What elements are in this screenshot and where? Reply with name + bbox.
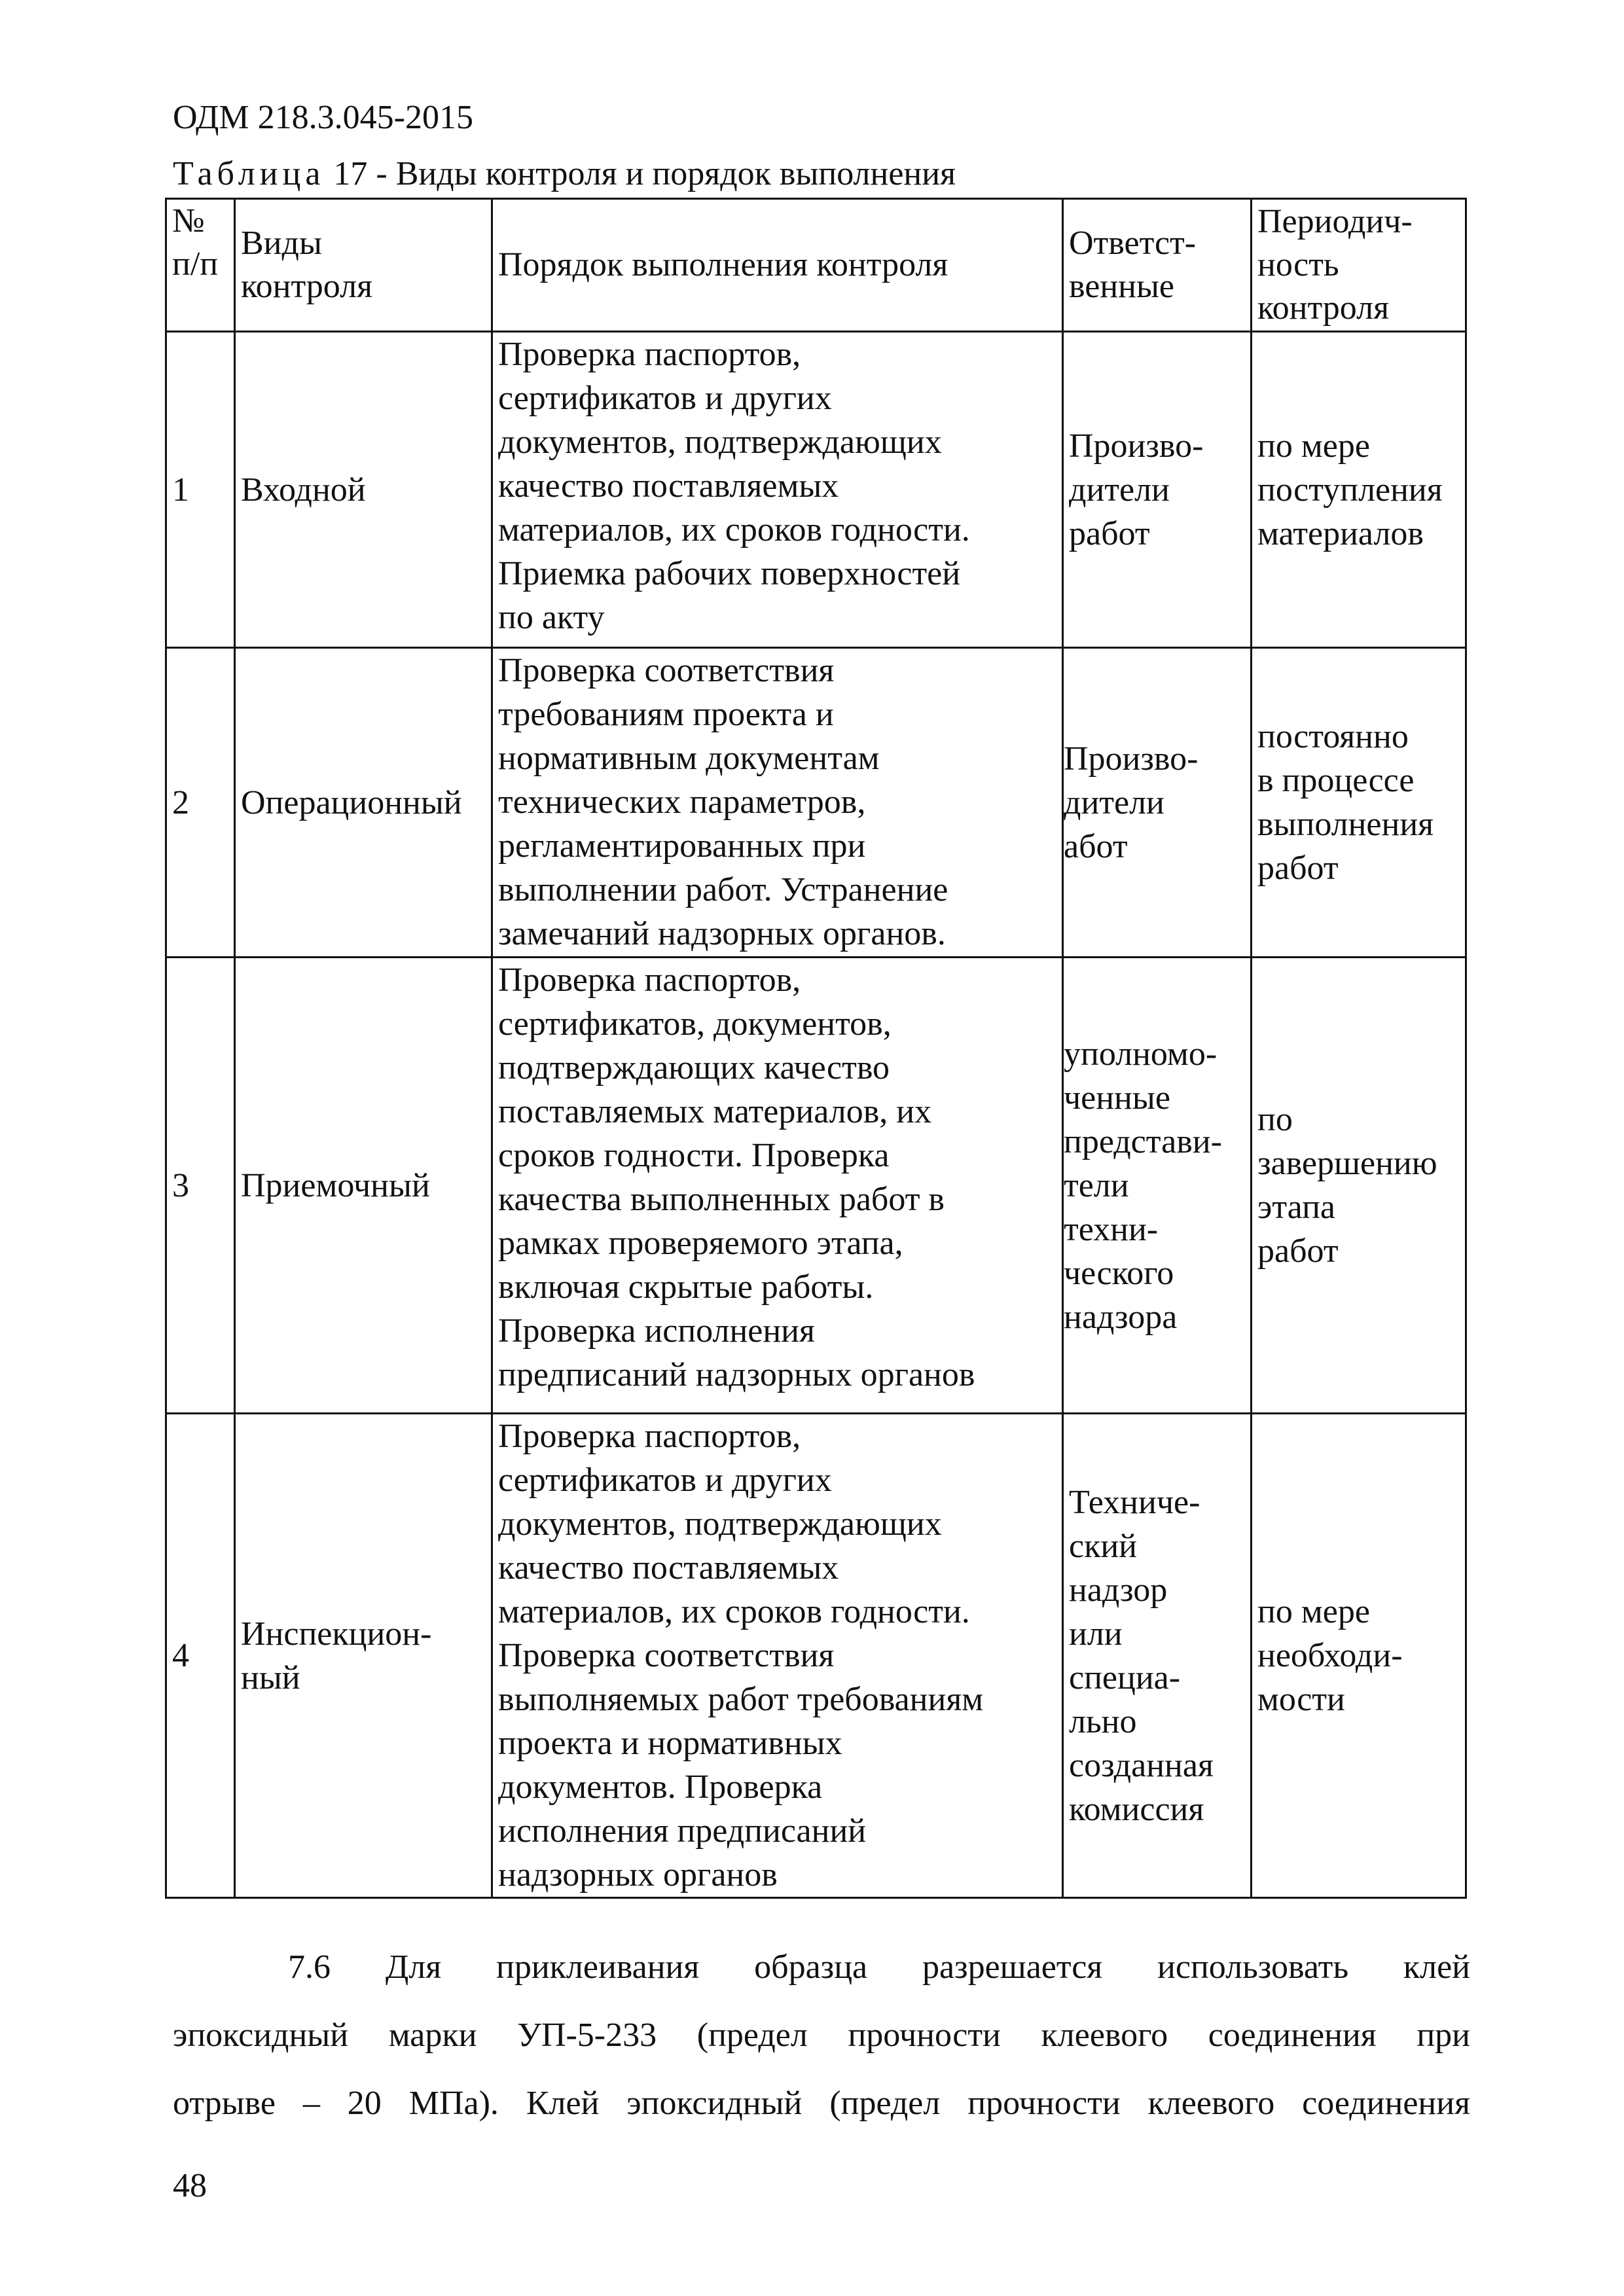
caption-label: Таблица bbox=[173, 155, 325, 192]
row-control-type: Приемочный bbox=[235, 958, 492, 1414]
table-header-row bbox=[166, 199, 1466, 332]
row-number: 2 bbox=[166, 648, 235, 958]
table-row bbox=[166, 332, 1466, 648]
paragraph-line: 7.6 Для приклеивания образца разрешается использовать клей bbox=[288, 1948, 1470, 1986]
control-table bbox=[165, 198, 1467, 1899]
table-row bbox=[166, 1414, 1466, 1898]
row-control-type: Входной bbox=[235, 332, 492, 648]
row-number: 4 bbox=[166, 1414, 235, 1898]
row-procedure: Проверка соответствия требованиям проекта и нормативным документам технических параметров, регламентированных при выполнении работ. Устранение замечаний надзорных органов. bbox=[492, 648, 1063, 958]
header-control-type: Виды контроля bbox=[235, 199, 492, 332]
row-procedure: Проверка паспортов, сертификатов, документов, подтверждающих качество поставляемых материалов, их сроков годности. Проверка качества выполненных работ в рамках проверяемого этапа, включая скрытые работы. Проверка исполнения предписаний надзорных органов bbox=[492, 958, 1063, 1414]
header-periodicity: Периодич- ность контроля bbox=[1252, 199, 1466, 332]
row-responsible: уполномо- ченные представи- тели техни- ческого надзора bbox=[1063, 958, 1252, 1414]
paragraph-line: отрыве – 20 МПа). Клей эпоксидный (предел прочности клеевого соединения bbox=[173, 2085, 1470, 2122]
caption-text: 17 - Виды контроля и порядок выполнения bbox=[325, 155, 956, 192]
row-procedure: Проверка паспортов, сертификатов и других документов, подтверждающих качество поставляемых материалов, их сроков годности. Приемка рабочих поверхностей по акту bbox=[492, 332, 1063, 648]
paragraph-line: эпоксидный марки УП-5-233 (предел прочности клеевого соединения при bbox=[173, 2017, 1470, 2054]
row-responsible: Техниче- ский надзор или специа- льно созданная комиссия bbox=[1063, 1414, 1252, 1898]
row-periodicity: постоянно в процессе выполнения работ bbox=[1252, 648, 1466, 958]
header-number: № п/п bbox=[166, 199, 235, 332]
page-number: 48 bbox=[173, 2167, 207, 2204]
row-responsible: Произво- дители абот bbox=[1063, 648, 1252, 958]
document-code: ОДМ 218.3.045-2015 bbox=[173, 99, 473, 136]
row-periodicity: по мере необходи- мости bbox=[1252, 1414, 1466, 1898]
header-procedure: Порядок выполнения контроля bbox=[492, 199, 1063, 332]
row-procedure: Проверка паспортов, сертификатов и других документов, подтверждающих качество поставляемых материалов, их сроков годности. Проверка соответствия выполняемых работ требованиям проекта и нормативных документов. Проверка исполнения предписаний надзорных органов bbox=[492, 1414, 1063, 1898]
row-control-type: Операционный bbox=[235, 648, 492, 958]
row-number: 3 bbox=[166, 958, 235, 1414]
table-row bbox=[166, 958, 1466, 1414]
row-periodicity: по завершению этапа работ bbox=[1252, 958, 1466, 1414]
row-number: 1 bbox=[166, 332, 235, 648]
table-row bbox=[166, 648, 1466, 958]
table-caption bbox=[173, 154, 956, 194]
row-periodicity: по мере поступления материалов bbox=[1252, 332, 1466, 648]
row-responsible: Произво- дители работ bbox=[1063, 332, 1252, 648]
header-responsible: Ответст- венные bbox=[1063, 199, 1252, 332]
row-control-type: Инспекцион- ный bbox=[235, 1414, 492, 1898]
